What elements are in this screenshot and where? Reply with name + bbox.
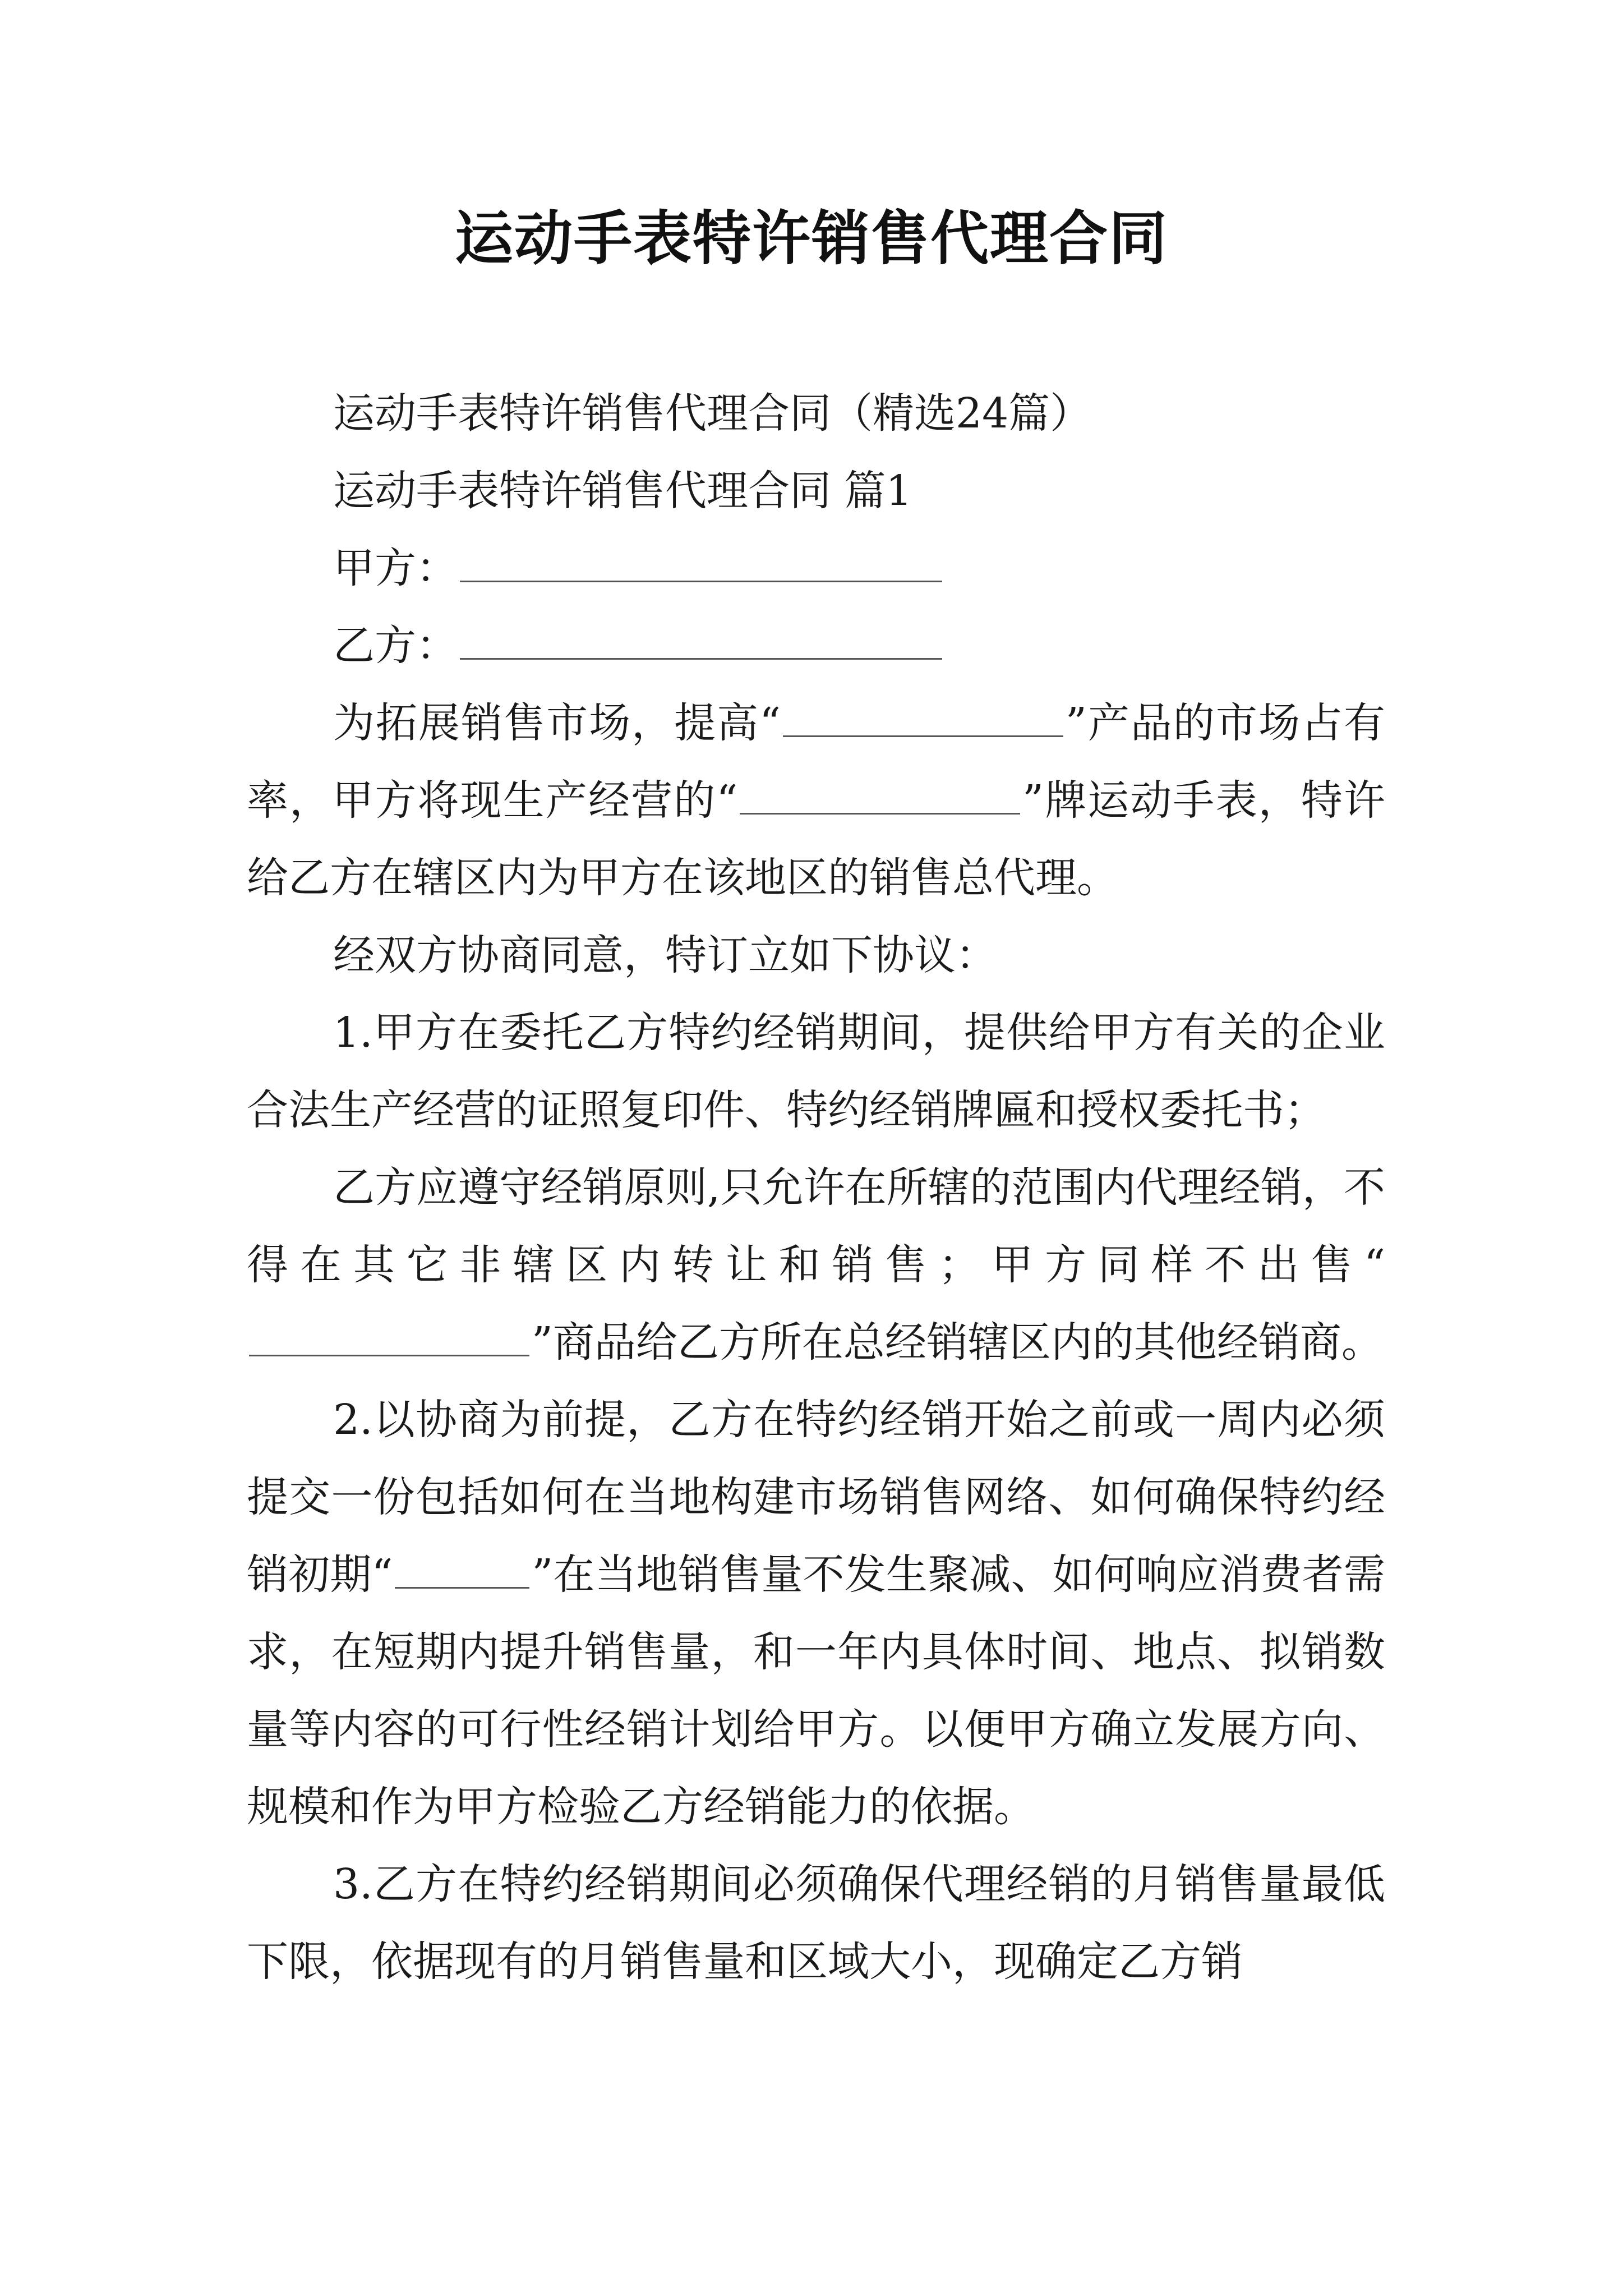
party-b-label: 乙方： <box>333 622 458 670</box>
clause-1b <box>247 1149 1385 1381</box>
party-a-line <box>247 530 1385 607</box>
party-a-blank <box>460 539 942 582</box>
party-b-line <box>247 607 1385 684</box>
product-name-blank <box>783 694 1063 737</box>
clause-1b-text-2: ”商品给乙方所在总经销辖区内的其他经销商。 <box>532 1318 1383 1366</box>
document-body <box>247 375 1385 2000</box>
section-heading: 运动手表特许销售代理合同 篇1 <box>333 467 912 515</box>
brand-name-blank <box>740 771 1020 815</box>
clause-2 <box>247 1381 1385 1846</box>
intro-text-3: ”牌运动手表，特许给乙方在辖区内为甲方在该地区的销售总代理。 <box>247 776 1385 902</box>
early-sales-blank <box>395 1545 529 1589</box>
intro-text-2: ”产品的市场占有率，甲方将现生产经营的“ <box>247 699 1385 825</box>
clause-1b-text-1: 乙方应遵守经销原则,只允许在所辖的范围内代理经销，不得在其它非辖区内转让和销售；甲方同样不出售“ <box>247 1163 1385 1289</box>
agreement-paragraph: 经双方协商同意，特订立如下协议： <box>333 931 997 979</box>
clause-3: 3.乙方在特约经销期间必须确保代理经销的月销售量最低下限，依据现有的月销售量和区域大小，现确定乙方销 <box>247 1860 1385 1986</box>
clause-2-text-2: ”在当地销售量不发生聚减、如何响应消费者需求，在短期内提升销售量，和一年内具体时间、地点、拟销数量等内容的可行性经销计划给甲方。以便甲方确立发展方向、规模和作为甲方检验乙方经销能力的依据。 <box>247 1550 1385 1831</box>
intro-paragraph <box>247 684 1385 917</box>
document-title: 运动手表特许销售代理合同 <box>454 204 1168 273</box>
clause-2-text-1: 2.以协商为前提，乙方在特约经销开始之前或一周内必须提交一份包括如何在当地构建市场销售网络、如何确保特约经销初期“ <box>247 1396 1385 1599</box>
party-b-blank <box>460 616 942 660</box>
goods-name-blank <box>249 1313 529 1356</box>
intro-text-1: 为拓展销售市场，提高“ <box>333 699 781 747</box>
party-a-label: 甲方： <box>333 544 458 592</box>
clause-1: 1.甲方在委托乙方特约经销期间，提供给甲方有关的企业合法生产经营的证照复印件、特约经销牌匾和授权委托书； <box>247 1009 1385 1134</box>
subtitle-line: 运动手表特许销售代理合同（精选24篇） <box>333 389 1092 438</box>
